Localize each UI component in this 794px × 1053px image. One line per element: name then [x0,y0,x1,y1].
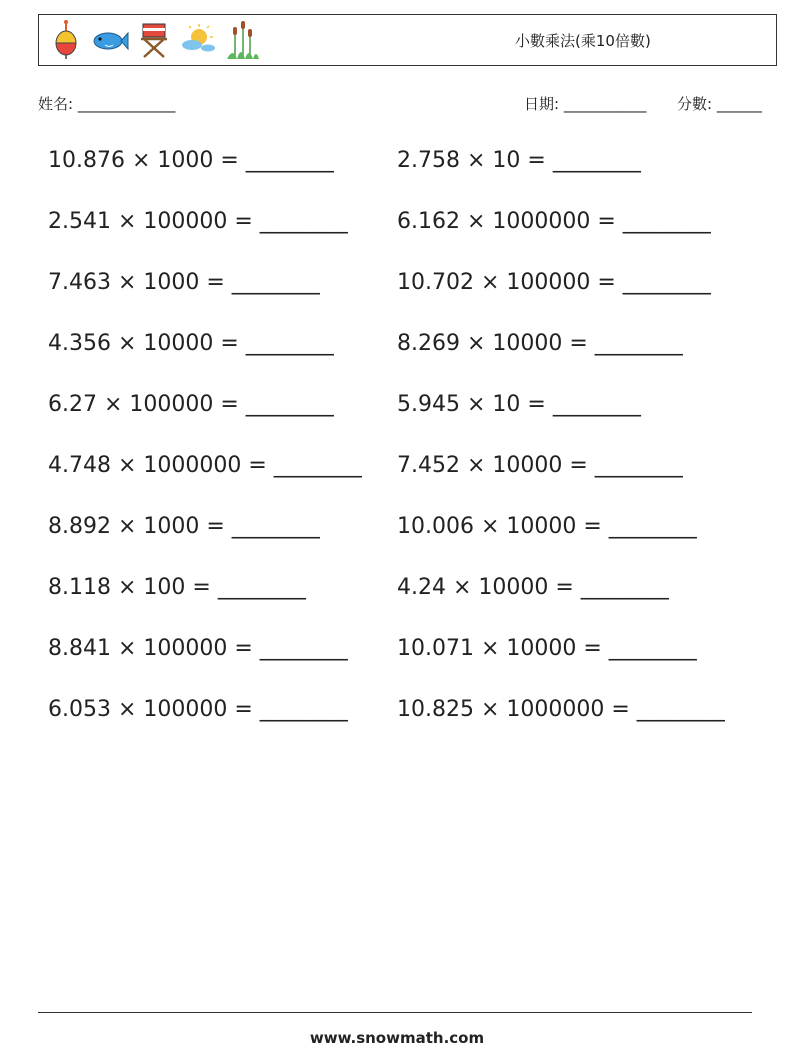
fish-icon [91,19,129,61]
score-field: 分數: ______ [677,95,762,113]
problem-item: 8.892 × 1000 = ________ [48,514,320,539]
fishing-float-icon [47,19,85,61]
problem-item: 8.269 × 10000 = ________ [397,331,683,356]
problem-item: 10.006 × 10000 = ________ [397,514,697,539]
problem-item: 4.748 × 1000000 = ________ [48,453,362,478]
problem-item: 7.463 × 1000 = ________ [48,270,320,295]
header-icons [47,19,261,61]
problem-item: 2.758 × 10 = ________ [397,148,641,173]
problem-item: 4.356 × 10000 = ________ [48,331,334,356]
worksheet-title: 小數乘法(乘10倍數) [515,32,651,50]
problem-item: 10.702 × 100000 = ________ [397,270,711,295]
problem-column-right [397,145,725,755]
camping-chair-icon [135,19,173,61]
footer-website: www.snowmath.com [309,1029,485,1047]
date-field: 日期: ___________ [524,95,647,113]
problem-item: 2.541 × 100000 = ________ [48,209,348,234]
problem-item: 8.841 × 100000 = ________ [48,636,348,661]
problem-item: 10.071 × 10000 = ________ [397,636,697,661]
problem-item: 6.27 × 100000 = ________ [48,392,334,417]
problem-item: 10.876 × 1000 = ________ [48,148,334,173]
name-field: 姓名: _____________ [38,95,176,113]
problem-item: 4.24 × 10000 = ________ [397,575,669,600]
problem-item: 5.945 × 10 = ________ [397,392,641,417]
worksheet-header [38,14,777,66]
problem-item: 6.162 × 1000000 = ________ [397,209,711,234]
problem-item: 8.118 × 100 = ________ [48,575,306,600]
problem-item: 7.452 × 10000 = ________ [397,453,683,478]
sun-cloud-icon [179,19,217,61]
problem-column-left [48,145,362,755]
problem-item: 10.825 × 1000000 = ________ [397,697,725,722]
footer-divider [38,1012,752,1013]
problem-item: 6.053 × 100000 = ________ [48,697,348,722]
cattail-reeds-icon [223,19,261,61]
